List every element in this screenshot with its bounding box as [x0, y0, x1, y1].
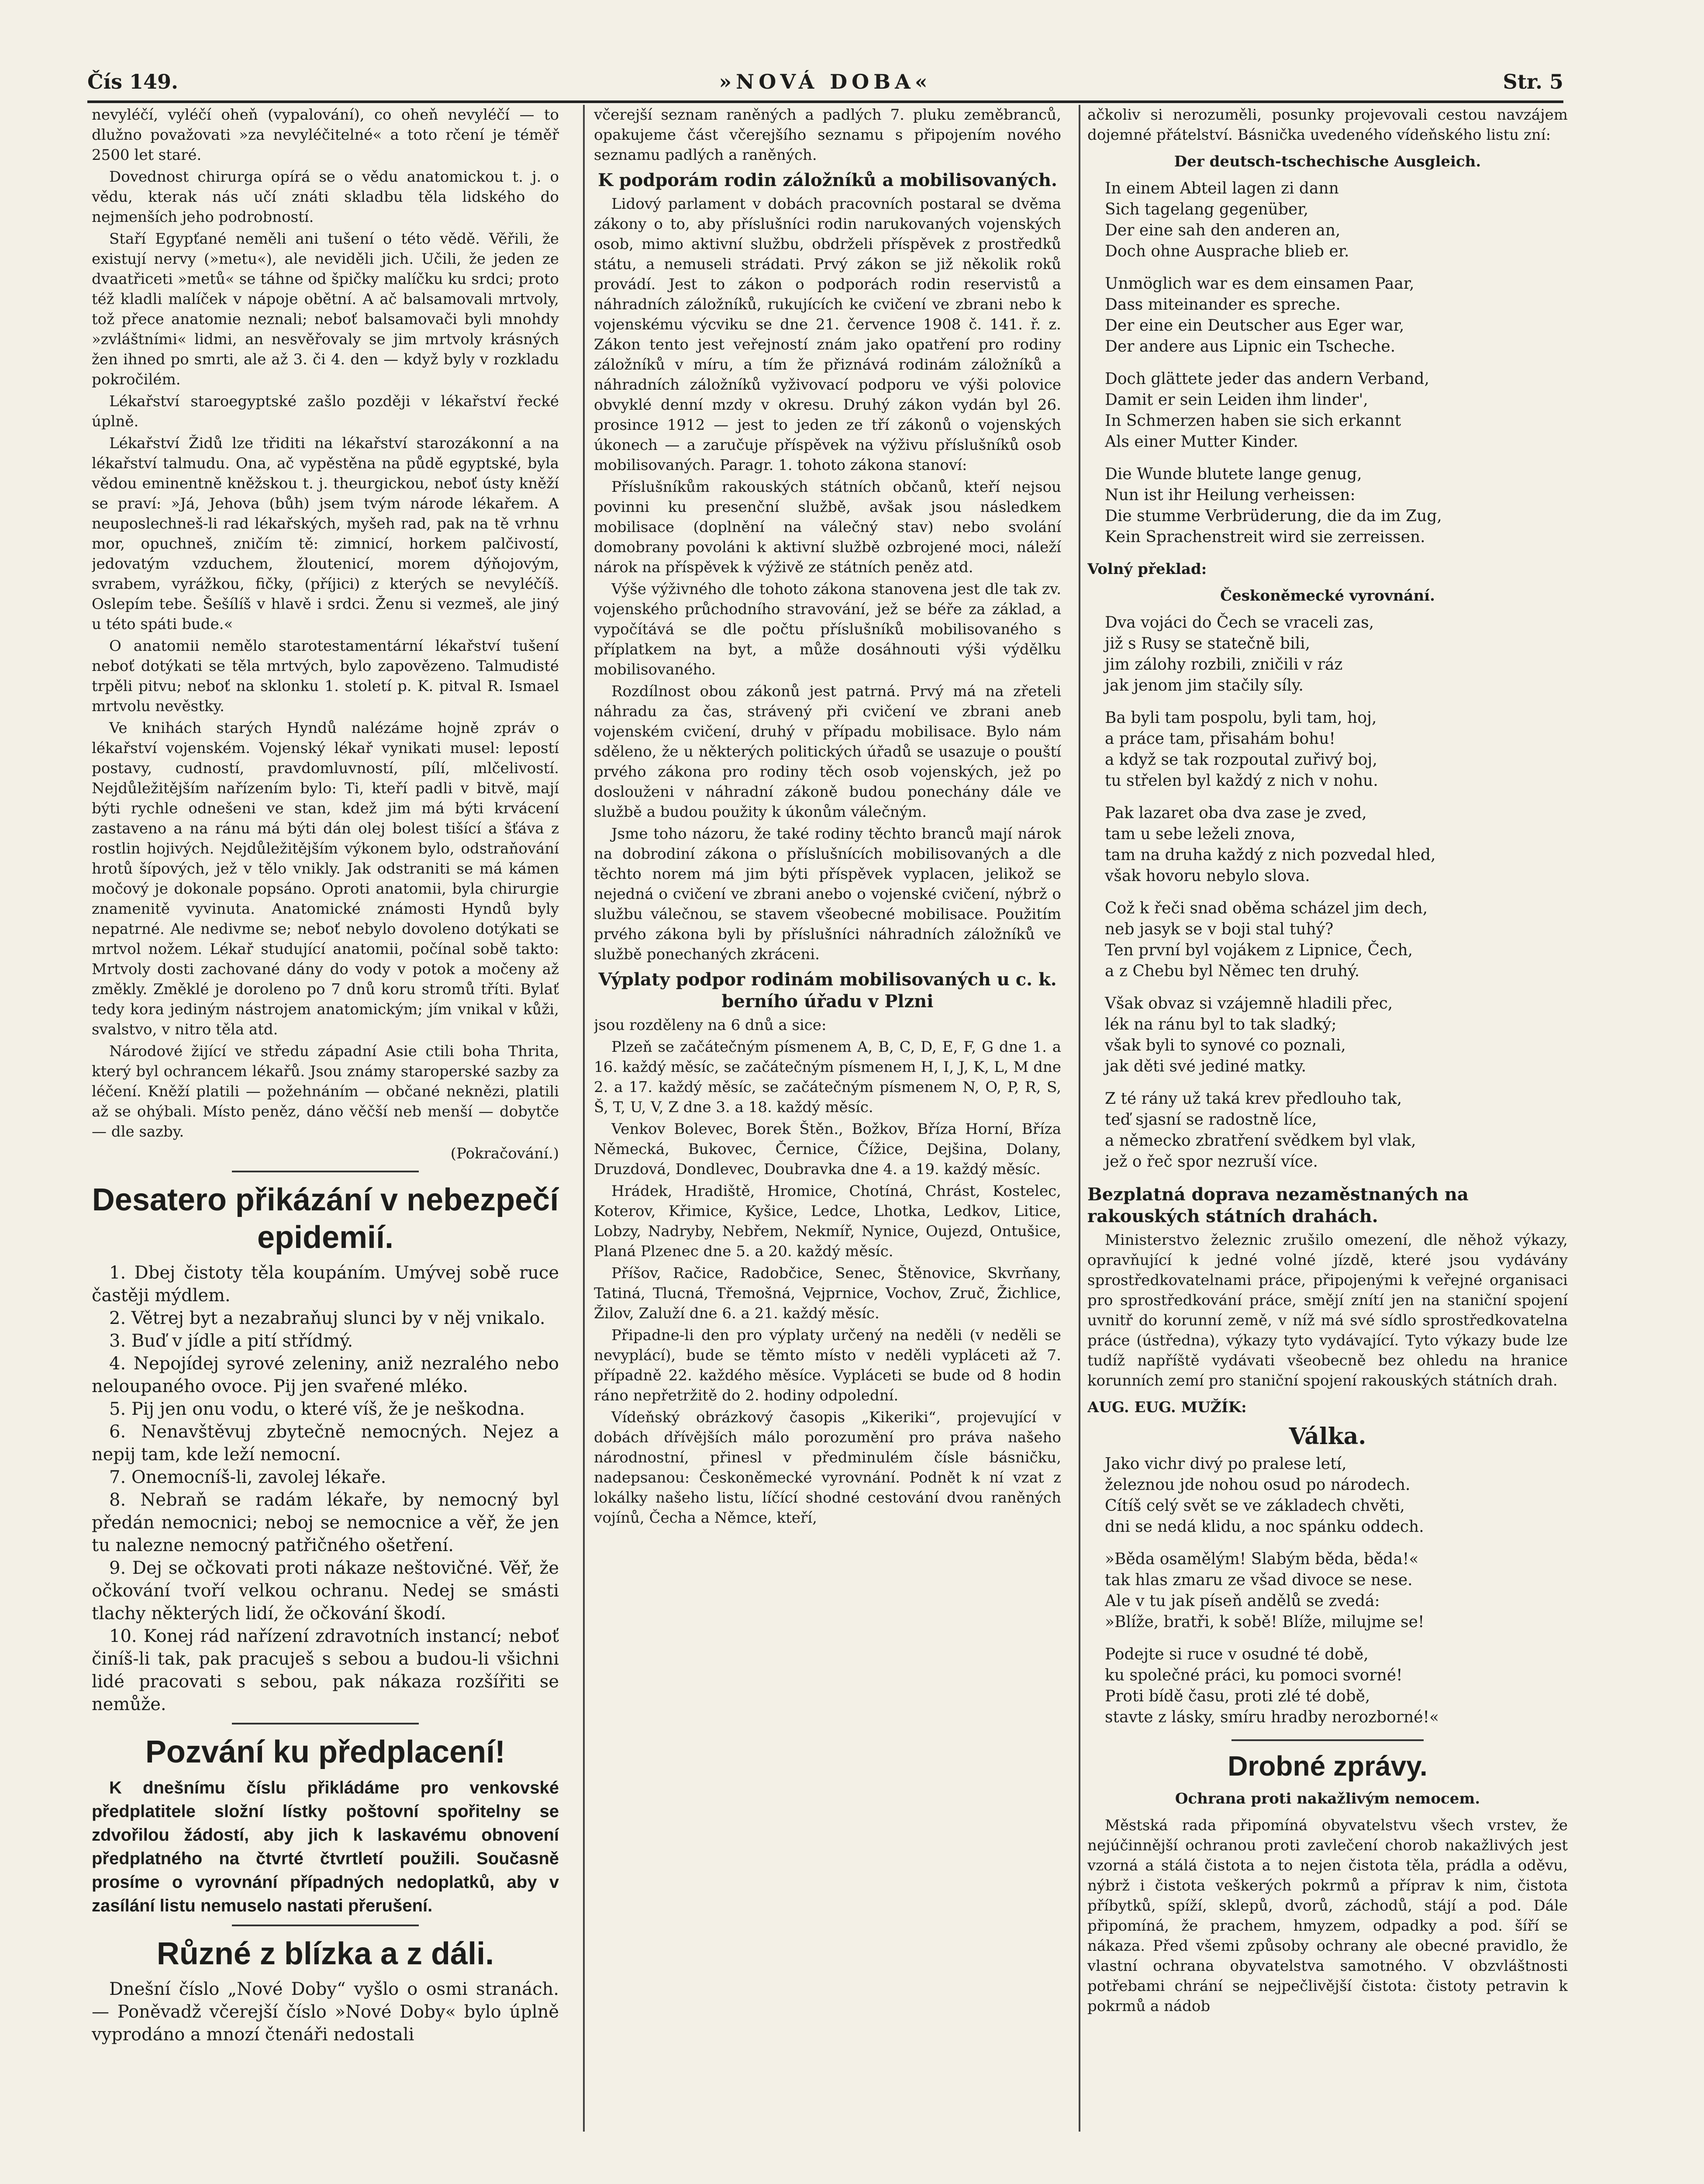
divider	[232, 1171, 419, 1172]
poem-stanza: In einem Abteil lagen zi dann Sich tagelang gegenüber, Der eine sah den anderen an, Doch ohne Ausprache blieb er.	[1105, 180, 1349, 260]
article-paragraph: nevyléčí, vyléčí oheň (vypalování), co oheň nevyléčí — to dlužno považovati »za nevyléčitelné« a toto rčení je téměř 2500 let staré.	[92, 106, 559, 164]
ruzne-text: Dnešní číslo „Nové Doby“ vyšlo o osmi stranách. — Poněvadž včerejší číslo »Nové Doby« bylo úplně vyprodáno a mnozí čtenáři nedostali	[92, 1979, 559, 2045]
article-paragraph: Příšov, Račice, Radobčice, Senec, Štěnovice, Skvrňany, Tatiná, Tlucná, Třemošná, Vejprnice, Vochov, Zruč, Žichlice, Žilov, Zaluží dne 6. a 21. každý měsíc.	[594, 1265, 1061, 1322]
column-1	[92, 105, 559, 2184]
divider	[232, 1925, 419, 1926]
masthead-title: »NOVÁ DOBA«	[719, 70, 932, 93]
article-paragraph: jsou rozděleny na 6 dnů a sice:	[594, 1016, 827, 1034]
column-rule	[1079, 105, 1080, 2132]
translation-label: Volný překlad:	[1087, 560, 1207, 578]
article-paragraph: Plzeň se začátečným písmenem A, B, C, D, E, F, G dne 1. a 16. každý měsíc, se začátečným písmenem H, I, J, K, L, M dne 2. a 17. každý měsíc, se začátečným písmenem N, O, P, R, S, Š, T, U, V, Z dne 3. a 18. každý měsíc.	[594, 1038, 1061, 1116]
article-paragraph: Výše výživného dle tohoto zákona stanovena jest dle tak zv. vojenského průchodního stravování, jež se béře za základ, a vypočítává se dle počtu příslušníků mobilisovaného s příplatkem na byt, a může dosáhnouti výši výdělku mobilisovaného.	[594, 581, 1061, 678]
poem-stanza: Což k řeči snad oběma scházel jim dech, neb jasyk se v boji stal tuhý? Ten první byl vojákem z Lipnice, Čech, a z Chebu byl Němec ten druhý.	[1105, 899, 1428, 980]
vyplaty-headline: Výplaty podpor rodinám mobilisovaných u c. k. berního úřadu v Plzni	[598, 969, 1057, 1012]
article-paragraph: Venkov Bolevec, Borek Štěn., Božkov, Bříza Horní, Bříza Německá, Bukovec, Černice, Čížice, Dejšina, Dolany, Druzdová, Dondlevec, Doubravka dne 4. a 19. každý měsíc.	[594, 1120, 1061, 1178]
continued-note: (Pokračování.)	[450, 1145, 559, 1162]
article-paragraph: Vídeňský obrázkový časopis „Kikeriki“, projevující v dobách dřívějších málo porozumění pro práva našeho národnostní, přinesl v předminulém čísle básničku, nadepsanou: Českoněmecké vyrovnání. Podnět k ní vzat z lokálky našeho listu, líčící shodné cestování dvou raněných vojínů, Čecha a Němce, kteří,	[594, 1409, 1061, 1527]
article-paragraph: Příslušníkům rakouských státních občanů, kteří nejsou povinni ku presenční službě, avšak jsou následkem mobilisace (doplnění na válečný stav) nebo svolání domobrany povoláni k aktivní službě ozbrojené moci, náleží nárok na příspěvek k výživě ze státních peněz atd.	[594, 478, 1061, 576]
column-3	[1087, 105, 1568, 2184]
list-item: 5. Pij jen onu vodu, o které víš, že je neškodna.	[109, 1399, 525, 1419]
article-paragraph: Rozdílnost obou zákonů jest patrná. Prvý má na zřeteli náhradu za čas, strávený při cvičení ve zbrani aneb vojenském cvičení, druhý v případu mobilisace. Bylo nám sděleno, že u některých politických úřadů se usazuje o pouští prvého zákona pro rodiny těch osob vojenských, jež po doslouženi v náhradní zákoně budou ponechány dále ve službě a budou použity k úkonům válečným.	[594, 683, 1061, 821]
poem-stanza: Podejte si ruce v osudné té době, ku společné práci, ku pomoci svorné! Proti bídě času, proti zlé té době, stavte z lásky, smíru hradby nerozborné!«	[1105, 1645, 1439, 1726]
article-paragraph: včerejší seznam raněných a padlých 7. pluku zeměbranců, opakujeme část včerejšího seznamu s připojením nového seznamu padlých a raněných.	[594, 106, 1061, 164]
podpora-headline: K podporám rodin záložníků a mobilisovaných.	[598, 170, 1057, 190]
poem-stanza: Doch glättete jeder das andern Verband, Damit er sein Leiden ihm linder', In Schmerzen haben sie sich erkannt Als einer Mutter Kinder.	[1105, 370, 1429, 451]
list-item: 3. Buď v jídle a pití střídmý.	[109, 1331, 353, 1351]
article-paragraph: Dovednost chirurga opírá se o vědu anatomickou t. j. o vědu, kterak nás učí znáti skladbu těla lidského do nejmenších jeho podrobností.	[92, 168, 559, 226]
poem-stanza: Z té rány už taká krev předlouho tak, teď sjasní se radostně líce, a německo zbratření svědkem byl vlak, jež o řeč spor nezruší více.	[1105, 1090, 1416, 1171]
article-paragraph: Staří Egypťané neměli ani tušení o této vědě. Věřili, že existují nervy (»metu«), ale neviděli jich. Učili, že jeden ze dvaatřiceti »metů« se táhne od špičky malíčku ku srdci; proto též kladli malíček v nápoje obětní. A ač balsamovali mrtvoly, tož přece anatomie neznali; neboť balsamovači byli mnohdy »zvláštními« lidmi, an nesvěřovaly se jim mrtvoly krásných žen ihned po smrti, ale až 3. či 4. den — když byly v rozkladu pokročilém.	[92, 230, 559, 388]
column-rule	[583, 105, 585, 2132]
article-paragraph: Národové žijící ve středu západní Asie ctili boha Thrita, který byl ochrancem lékařů. Jsou známy staroperské sazby za léčení. Kněží platili — požehnáním — občané neknězi, platili až se ohýbali. Místo peněz, dáno věčší neb menší — dobytče — dle sazby.	[92, 1043, 559, 1140]
poem-stanza: Dva vojáci do Čech se vraceli zas, již s Rusy se statečně bili, jim zálohy rozbili, zničili v ráz jak jenom jim stačily síly.	[1105, 614, 1374, 695]
poem-stanza: Pak lazaret oba dva zase je zved, tam u sebe leželi znova, tam na druha každý z nich pozvedal hled, však hovoru nebylo slova.	[1105, 804, 1436, 885]
list-item: 9. Dej se očkovati proti nákaze neštovičné. Věř, že očkování tvoří velkou ochranu. Nedej se smásti tlachy některých lidí, že očkování škodí.	[92, 1558, 559, 1624]
list-item: 6. Nenavštěvuj zbytečně nemocných. Nejez a nepij tam, kde leží nemocní.	[92, 1422, 559, 1465]
divider	[1231, 1739, 1424, 1741]
section-subheading: Ochrana proti nakažlivým nemocem.	[1175, 1790, 1480, 1807]
article-paragraph: Ministerstvo železnic zrušilo omezení, dle něhož výkazy, opravňující k jedné volné jízdě, které jsou vydávány sprostředkovatelnami práce, připojenými k veřejné organisaci pro sprostředkování práce, smějí znítí jen na staniční spojení uvnitř do korunní země, v níž má své sídlo sprostředkovatelna práce (ústředna), výkazy tyto vydávající. Tyto výkazy bude lze tudíž napříště vydávati všeobecně bez ohledu na hranice korunních zemí pro staniční spojení rakouských státních drah.	[1087, 1231, 1568, 1389]
poem-stanza: »Běda osamělým! Slabým běda, běda!« tak hlas zmaru ze všad divoce se nese. Ale v tu jak píseň andělů se zvedá: »Blíže, bratři, k sobě! Blíže, milujme se!	[1105, 1550, 1425, 1631]
ruzne-headline: Různé z blízka a z dáli.	[156, 1936, 494, 1971]
article-paragraph: ačkoliv si nerozuměli, posunky projevovali cestou navzájem dojemné přátelství. Básnička uvedeného vídeňského listu zní:	[1087, 106, 1568, 144]
page-number: Str. 5	[1503, 70, 1563, 93]
poem-title: Českoněmecké vyrovnání.	[1220, 587, 1435, 605]
doprava-headline: Bezplatná doprava nezaměstnaných na rakouských státních drahách.	[1087, 1184, 1469, 1227]
page-header	[87, 66, 1563, 103]
article-paragraph: Hrádek, Hradiště, Hromice, Chotíná, Chrást, Kostelec, Koterov, Křimice, Kyšice, Ledce, Lhotka, Ledkov, Litice, Lobzy, Nadryby, Nebřem, Nekmíř, Nynice, Oujezd, Ontušice, Planá Plzenec dne 5. a 20. každý měsíc.	[594, 1182, 1061, 1260]
article-paragraph: Připadne-li den pro výplaty určený na neděli (v neděli se nevyplácí), bude se těmto místo v neděli vypláceti až 7. případně 22. každého měsíce. Vypláceti se bude od 8 hodin ráno nepřetržitě do 2. hodiny odpolední.	[594, 1327, 1061, 1404]
poem-title: Válka.	[1289, 1423, 1366, 1450]
article-paragraph: Ve knihách starých Hyndů nalézáme hojně zpráv o lékařství vojenském. Vojenský lékař vynikati musel: lepostí postavy, cudností, pravdomluvností, pílí, mlčelivostí. Nejdůležitějším nařízením bylo: Ti, kteří padli v bitvě, mají býti rychle odnešeni ve stan, kdež jim má býti krvácení zastaveno a na ránu má býti dán olej bolest tišící a šťáva z rostlin hojivých. Nejdůležitějším výkonem bylo, odstraňování hrotů šípových, jež v tělo vnikly. Jak odstraniti se má kámen močový je dokonale popsáno. Oproti anatomii, byla chirurgie znamenitě vyvinuta. Anatomické známosti Hyndů byly nepatrné. Ale nedivme se; neboť nebylo dovoleno dotýkati se mrtvol nožem. Lékař studující anatomii, počínal sobě takto: Mrtvoly dosti zachované dány do vody v potok a močeny až změkly. Změklé je doroleno po 7 dnů koru stromů tříti. Bylať tedy kora jediným nástrojem anatomickým; jím vnikal v kůži, svalstvo, v nitro těla atd.	[92, 719, 559, 1038]
poem-stanza: Jako vichr divý po pralese letí, železnou jde nohou osud po národech. Cítíš celý svět se ve základech chvěti, dni se nedá klidu, a noc spánku oddech.	[1105, 1455, 1424, 1536]
issue-number: Čís 149.	[87, 70, 179, 93]
list-item: 8. Nebraň se radám lékaře, by nemocný byl předán nemocnici; neboj se nemocnice a věř, že jen tu nalezne nemocný patřičného ošetření.	[92, 1490, 559, 1555]
article-paragraph: Městská rada připomíná obyvatelstvu všech vrstev, že nejúčinnější ochranou proti zavlečení chorob nakažlivých jest vzorná a stálá čistota a to nejen čistota těla, prádla a oděvu, nýbrž i čistota veškerých pokrmů a příprav k nim, čistota příbytků, spíží, sklepů, dvorů, záchodů, stájí a pod. Dále připomíná, že prachem, hmyzem, odpadky a pod. šíří se nákaza. Před všemi způsoby ochrany ale obecné pravidlo, že vlastní ochrana obyvatelstva samotného. V obzvláštnosti potřebami chrání se nejpečlivější čistota: čistoty petravin k pokrmů a nádob	[1087, 1817, 1568, 2015]
list-item: 7. Onemocníš-li, zavolej lékaře.	[109, 1467, 386, 1487]
article-paragraph: Jsme toho názoru, že také rodiny těchto branců mají nárok na dobrodiní zákona o příslušnících mobilisovaných a dle těchto norem má jim býti příspěvek vyplacen, jelikož se nejedná o cvičení ve zbrani anebo o vojenské cvičení, nýbrž o službu válečnou, se stavem všeobecné mobilisace. Použitím prvého zákona byli by příslušníci náhradních záložníků ve službě ponechaných zkráceni.	[594, 825, 1061, 963]
article-paragraph: Lékařství staroegyptské zašlo později v lékařství řecké úplně.	[92, 393, 559, 430]
poem-stanza: Však obvaz si vzájemně hladili přec, lék na ránu byl to tak sladký; však byli to synové co poznali, jak děti své jediné matky.	[1105, 995, 1393, 1075]
poem-byline: AUG. EUG. MUŽÍK:	[1087, 1399, 1247, 1416]
poem-stanza: Unmöglich war es dem einsamen Paar, Dass miteinander es spreche. Der eine ein Deutscher aus Eger war, Der andere aus Lipnic ein Tscheche.	[1105, 275, 1414, 356]
poem-stanza: Ba byli tam pospolu, byli tam, hoj, a práce tam, přisahám bohu! a když se tak rozpoutal zuřivý boj, tu střelen byl každý z nich v nohu.	[1105, 709, 1378, 790]
list-item: 2. Větrej byt a nezabraňuj slunci by v něj vnikalo.	[109, 1308, 545, 1328]
pozvani-headline: Pozvání ku předplacení!	[145, 1735, 506, 1769]
list-item: 4. Nepojídej syrové zeleniny, aniž nezralého nebo neloupaného ovoce. Pij jen svařené mléko.	[92, 1354, 559, 1396]
article-paragraph: Lidový parlament v dobách pracovních postaral se dvěma zákony o to, aby příslušníci rodin narukovaných vojenských osob, mimo aktivní službu, obdrželi příspěvek z prostředků státu, a nemuseli strádati. Prvý zákon se již několik roků provádí. Jest to zákon o podporách rodin reservistů a náhradních záložníků, rukujících ke cvičení ve zbrani nebo k vojenskému výcviku se dne 21. července 1908 č. 141. ř. z. Zákon tento jest veřejností znám jako opatření pro rodiny záložníků v míru, a tím že přiznává rodinám záložníků a náhradních záložníků vyživovací podporu ve výši polovice obvyklé denní mzdy v okresu. Druhý zákon vydán byl 26. prosince 1912 — jest to jeden ze tří zákonů o vojenských úkonech — a zaručuje příspěvek na výživu příslušníků osob mobilisovaných. Paragr. 1. tohoto zákona stanoví:	[594, 195, 1061, 474]
article-paragraph: Lékařství Židů lze třiditi na lékařství starozákonní a na lékařství talmudu. Ona, ač vypěstěna na půdě egyptské, byla vědou eminentně kněžskou t. j. theurgickou, neboť ústy kněží se praví: »Já, Jehova (bůh) jsem tvým národe lékařem. A neuposlechneš-li rad lékařských, myšeh rad, pak na tě vrhnu mor, opuchneš, zničím tě: zimnicí, horkem palčivostí, jedovatým vzduchem, žloutenicí, morem dýňojovým, svrabem, vyrážkou, fičky, (příjici) z kterých se nevyléčíš. Oslepím tebe. Šešílíš v hlavě i srdci. Ženu si vezmeš, ale jiný u této spáti bude.«	[92, 435, 559, 633]
pozvani-text: K dnešnímu číslu přikládáme pro venkovské předplatitele složní lístky poštovní spořitelny se zdvořilou žádostí, aby jich k laskavému obnovení předplatného na čtvrté čtvrtletí použili. Současně prosíme o vyrovnání případných nedoplatků, aby v zasílání listu nemuselo nastati přerušení.	[92, 1778, 559, 1915]
list-item: 10. Konej rád nařízení zdravotních instancí; neboť činíš-li tak, pak pracuješ s sebou a budou-li všichni lidé pracovati s sebou, pak nákaza rozšířiti se nemůže.	[92, 1626, 559, 1714]
poem-stanza: Die Wunde blutete lange genug, Nun ist ihr Heilung verheissen: Die stumme Verbrüderung, die da im Zug, Kein Sprachenstreit wird sie zerreissen.	[1105, 465, 1442, 546]
poem-title: Der deutsch-tschechische Ausgleich.	[1174, 153, 1481, 170]
divider	[232, 1723, 419, 1724]
drobne-headline: Drobné zprávy.	[1228, 1750, 1428, 1782]
article-paragraph: O anatomii nemělo starotestamentární lékařství tušení neboť dotýkati se těla mrtvých, bylo zapovězeno. Talmudisté trpěli pitvu; neboť na sklonku 1. století p. K. pitval R. Ismael mrtvolu nevěstky.	[92, 637, 559, 715]
list-item: 1. Dbej čistoty těla koupáním. Umývej sobě ruce častěji mýdlem.	[92, 1263, 559, 1306]
desatero-headline: Desatero přikázání v nebezpečí epidemií.	[92, 1182, 559, 1255]
column-2	[594, 105, 1061, 2184]
